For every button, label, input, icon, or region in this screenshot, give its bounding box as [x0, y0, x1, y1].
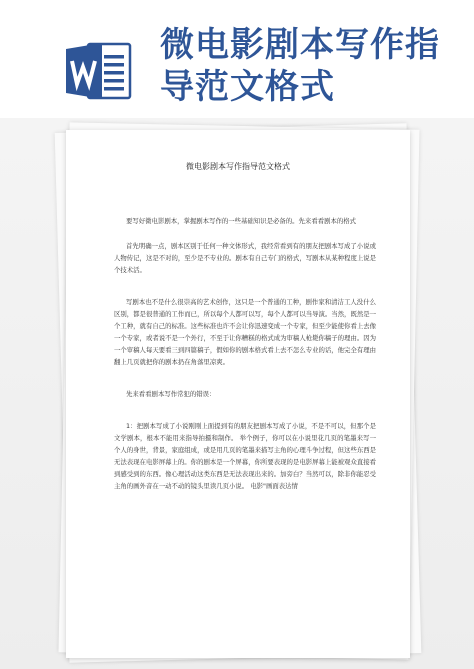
paragraph-intro: 要写好微电影剧本，掌握剧本写作的一些基础知识是必备的。先来看看剧本的格式	[126, 217, 357, 225]
paragraph-standard: 写剧本也不是什么很崇高的艺术创作，这只是一个普通的工种，剧作家和清洁工人没什么区别，都是很普通的工作而已，所以每个人都可以写，每个人都可以当导演。当然，既然是一个工种，就有自己的标准。这些标准也许不会让你迅速变成一个专家，但至少能使你看上去像一个专家，或者说不是一个外行，不至于让你糟糕的格式成为审稿人枪毙你稿子的理由。因为一个审稿人每天要看三到四篇稿子，假如你的剧本格式看上去不怎么专业的话，他完全有理由翻上几页就把你的剧本扔在角落里凉爽。	[114, 298, 377, 366]
document-page	[66, 130, 410, 658]
document-title: 微电影剧本写作指导范文格式	[186, 162, 290, 171]
paragraph-format: 首先明确一点，剧本区别于任何一种文体形式，我经常看到有的朋友把剧本写成了小说或人物传记，这是不对的，至少是不专业的。剧本有自己专门的格式，写剧本从某种程度上说是个技术活。	[114, 242, 377, 274]
page-title: 微电影剧本写作指导范文格式	[160, 25, 440, 107]
header-banner	[0, 0, 474, 122]
word-icon	[64, 40, 134, 102]
paragraph-errors-heading: 先来看看剧本写作常犯的错误：	[126, 390, 216, 398]
paragraph-error-one: 1：把剧本写成了小说刚刚上面提到有的朋友把剧本写成了小说，不是不可以，但那个是文学剧本，根本不能用来指导拍摄和制作。 举个例子，你可以在小说里花几页的笔墨来写一个人的身世，背景，家庭组成，或是用几页的笔墨来描写主角的心理斗争过程，但这些东西是无法表现在电影屏幕上的。你的剧本是一个屏幕，你所要表现的是电影屏幕上能被观众直接看到感受到的东西。像心理活动这类东西是无法表现出来的。加旁白？当然可以，除非你能忍受主角的画外音在一动不动的镜头里读几页小说。 电影"画面表达情	[114, 422, 377, 490]
